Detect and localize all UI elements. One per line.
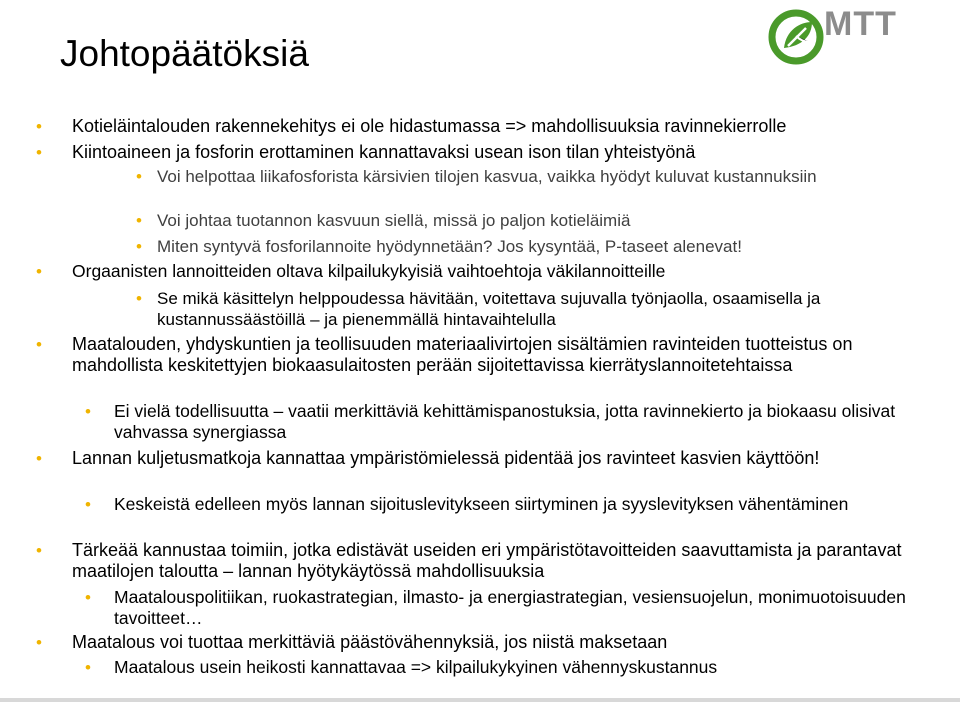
- bullet-icon: •: [136, 211, 142, 230]
- bullet-icon: •: [85, 495, 91, 514]
- list-item: Kiintoaineen ja fosforin erottaminen kannattavaksi usean ison tilan yhteistyönä: [72, 142, 696, 162]
- bullet-icon: •: [36, 633, 42, 652]
- list-item: Maatalous voi tuottaa merkittäviä päästövähennyksiä, jos niistä maksetaan: [72, 632, 668, 652]
- list-item: Voi johtaa tuotannon kasvuun siellä, missä jo paljon kotieläimiä: [157, 211, 631, 230]
- bullet-icon: •: [136, 167, 142, 186]
- list-item: Lannan kuljetusmatkoja kannattaa ympäristömielessä pidentää jos ravinteet kasvien käyttöön!: [72, 448, 820, 468]
- bullet-icon: •: [85, 658, 91, 677]
- page-title: Johtopäätöksiä: [60, 33, 309, 74]
- list-item: Keskeistä edelleen myös lannan sijoituslevitykseen siirtyminen ja syyslevityksen vähentäminen: [114, 494, 849, 514]
- list-item: Maatalous usein heikosti kannattavaa => kilpailukykyinen vähennyskustannus: [114, 657, 718, 677]
- list-item: Se mikä käsittelyn helppoudessa hävitään, voitettava sujuvalla työnjaolla, osaamisella ja kustannussäästöillä – ja pienemmällä hintavaihtelulla: [157, 289, 821, 329]
- bullet-icon: •: [85, 402, 91, 421]
- bullet-icon: •: [36, 143, 42, 162]
- bullet-icon: •: [36, 449, 42, 468]
- bullet-icon: •: [36, 541, 42, 560]
- logo-text: MTT: [824, 5, 897, 43]
- list-item: Voi helpottaa liikafosforista kärsivien tilojen kasvua, vaikka hyödyt kuluvat kustannuksiin: [157, 167, 817, 186]
- footer-band: [0, 698, 960, 702]
- list-item: Kotieläintalouden rakennekehitys ei ole hidastumassa => mahdollisuuksia ravinnekierrolle: [72, 116, 787, 136]
- list-item: Orgaanisten lannoitteiden oltava kilpailukykyisiä vaihtoehtoja väkilannoitteille: [72, 261, 666, 281]
- bullet-icon: •: [36, 335, 42, 354]
- bullet-icon: •: [136, 289, 142, 308]
- bullet-icon: •: [36, 262, 42, 281]
- bullet-icon: •: [136, 237, 142, 256]
- bullet-icon: •: [36, 117, 42, 136]
- list-item: Ei vielä todellisuutta – vaatii merkittäviä kehittämispanostuksia, jotta ravinnekierto ja biokaasu olisivat vahvassa synergiassa: [114, 401, 896, 442]
- list-item: Tärkeää kannustaa toimiin, jotka edistävät useiden eri ympäristötavoitteiden saavuttamista ja parantavat maatilojen taloutta – lannan hyötykäytössä mahdollisuuksia: [72, 540, 902, 581]
- list-item: Maatalouden, yhdyskuntien ja teollisuuden materiaalivirtojen sisältämien ravinteiden tuotteistus on mahdollista keskitettyjen biokaasulaitosten perään sijoitettavissa kierrätyslannoitetehtaissa: [72, 334, 853, 375]
- bullet-icon: •: [85, 588, 91, 607]
- list-item: Miten syntyvä fosforilannoite hyödynnetään? Jos kysyntää, P-taseet alenevat!: [157, 237, 742, 256]
- list-item: Maatalouspolitiikan, ruokastrategian, ilmasto- ja energiastrategian, vesiensuojelun, monimuotoisuuden tavoitteet…: [114, 587, 906, 628]
